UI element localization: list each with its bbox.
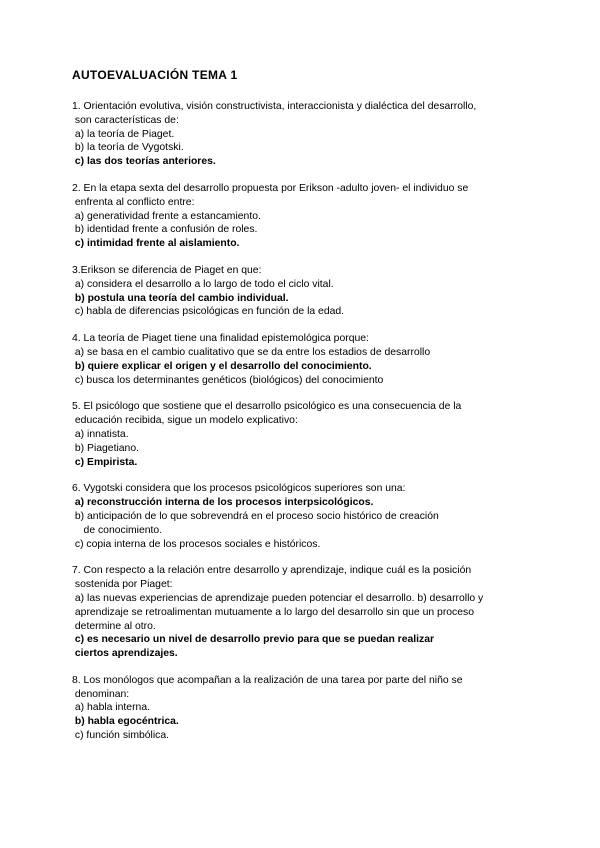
question-text-line: a) innatista.	[72, 428, 129, 440]
question-6	[72, 482, 532, 551]
question-text-line: 8. Los monólogos que acompañan a la realización de una tarea por parte del niño se	[72, 674, 463, 686]
question-text-line: educación recibida, sigue un modelo explicativo:	[72, 415, 298, 427]
question-8	[72, 674, 532, 743]
question-text-line: enfrenta al conflicto entre:	[72, 196, 195, 208]
question-text-line: 6. Vygotski considera que los procesos psicológicos superiores son una:	[72, 483, 406, 495]
question-text-line: 2. En la etapa sexta del desarrollo propuesta por Erikson -adulto joven- el individuo se	[72, 182, 469, 194]
question-text-line: a) la teoría de Piaget.	[72, 128, 175, 140]
question-text-line: son características de:	[72, 114, 179, 126]
question-text-line: 5. El psicólogo que sostiene que el desarrollo psicológico es una consecuencia de la	[72, 401, 462, 413]
question-text-line: aprendizaje se retroalimentan mutuamente a lo largo del desarrollo sin que un proceso	[72, 606, 475, 618]
question-text-line: 1. Orientación evolutiva, visión constructivista, interaccionista y dialéctica del desarrollo,	[72, 101, 477, 112]
question-text-line: a) se basa en el cambio cualitativo que se da entre los estadios de desarrollo	[72, 346, 431, 358]
correct-answer-line: c) Empirista.	[72, 456, 138, 468]
question-text-line: c) función simbólica.	[72, 730, 170, 742]
question-text-line: b) Piagetiano.	[72, 442, 140, 454]
question-text-line: b) identidad frente a confusión de roles.	[72, 224, 258, 236]
question-list	[72, 100, 532, 743]
question-text-line: sostenida por Piaget:	[72, 579, 173, 591]
question-5	[72, 400, 532, 469]
question-text-line: c) habla de diferencias psicológicas en función de la edad.	[72, 306, 345, 318]
question-text-line: de conocimiento.	[72, 524, 163, 536]
question-text-line: a) las nuevas experiencias de aprendizaje pueden potenciar el desarrollo. b) desarrollo y	[72, 592, 484, 604]
question-text-line: a) habla interna.	[72, 702, 150, 714]
question-text-line: denominan:	[72, 688, 130, 700]
question-text-line: b) anticipación de lo que sobrevendrá en el proceso socio histórico de creación	[72, 510, 439, 522]
correct-answer-line: c) intimidad frente al aislamiento.	[72, 238, 240, 250]
question-3	[72, 264, 532, 319]
question-text-line: b) la teoría de Vygotski.	[72, 142, 184, 154]
question-text-line: c) copia interna de los procesos sociales e históricos.	[72, 538, 321, 550]
question-text-line: 7. Con respecto a la relación entre desarrollo y aprendizaje, indique cuál es la posición	[72, 565, 472, 577]
question-text-line: 3.Erikson se diferencia de Piaget en que:	[72, 264, 262, 276]
question-text-line: a) generatividad frente a estancamiento.	[72, 210, 261, 222]
page-title: AUTOEVALUACIÓN TEMA 1	[72, 68, 238, 82]
correct-answer-line: b) habla egocéntrica.	[72, 716, 179, 728]
question-1	[72, 100, 532, 169]
correct-answer-line: a) reconstrucción interna de los procesos interpsicológicos.	[72, 497, 374, 509]
question-text-line: a) considera el desarrollo a lo largo de todo el ciclo vital.	[72, 278, 334, 290]
correct-answer-line: c) es necesario un nivel de desarrollo previo para que se puedan realizar	[72, 634, 435, 646]
question-text-line: determine al otro.	[72, 620, 156, 632]
correct-answer-line: b) postula una teoría del cambio individual.	[72, 292, 289, 304]
correct-answer-line: ciertos aprendizajes.	[72, 648, 178, 660]
question-4	[72, 332, 532, 387]
document-page	[72, 68, 532, 756]
correct-answer-line: c) las dos teorías anteriores.	[72, 156, 216, 168]
question-2	[72, 182, 532, 251]
question-text-line: c) busca los determinantes genéticos (biológicos) del conocimiento	[72, 374, 384, 386]
question-text-line: 4. La teoría de Piaget tiene una finalidad epistemológica porque:	[72, 333, 369, 345]
question-7	[72, 564, 532, 661]
correct-answer-line: b) quiere explicar el origen y el desarrollo del conocimiento.	[72, 360, 372, 372]
